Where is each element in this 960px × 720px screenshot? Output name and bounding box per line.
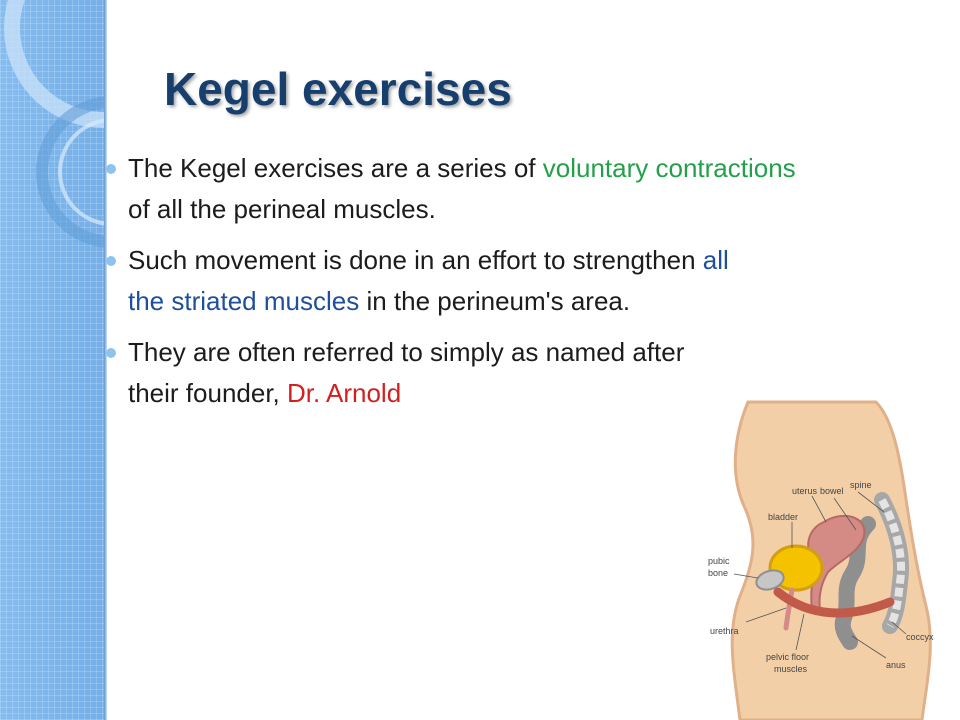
bullet-text-3: They are often referred to simply as named after their founder, Dr. Arnold — [128, 337, 685, 408]
label-uterus: uterus — [792, 486, 818, 496]
bullet-item-1 — [104, 148, 804, 230]
label-bowel: bowel — [820, 486, 844, 496]
bullet-text-1: The Kegel exercises are a series of voluntary contractions of all the perineal muscles. — [128, 153, 796, 224]
label-spine: spine — [850, 480, 872, 490]
label-coccyx: coccyx — [906, 632, 934, 642]
label-urethra: urethra — [710, 626, 739, 636]
bullet-item-3 — [104, 332, 804, 414]
decorative-circles — [0, 0, 106, 260]
label-muscles: muscles — [774, 664, 808, 674]
bullet-dot — [106, 256, 116, 266]
slide-title: Kegel exercises — [164, 63, 512, 115]
bullet-item-2 — [104, 240, 804, 322]
label-pubic: pubic — [708, 556, 730, 566]
highlight-dr-arnold: Dr. Arnold — [287, 378, 402, 408]
bullet-dot — [106, 348, 116, 358]
decorative-sidebar — [0, 0, 106, 720]
label-bladder: bladder — [768, 512, 799, 522]
bullet-list — [104, 148, 804, 424]
bullet-text-2: Such movement is done in an effort to strengthen all the striated muscles in the perineum's area. — [128, 245, 729, 316]
label-bone: bone — [708, 568, 729, 578]
bullet-dot — [106, 164, 116, 174]
highlight-voluntary-contractions: voluntary contractions — [542, 153, 796, 183]
highlight-striated-muscles: all the striated muscles — [128, 245, 729, 316]
label-pelvic-floor: pelvic floor — [766, 652, 810, 662]
pelvic-anatomy-diagram — [700, 396, 960, 720]
label-anus: anus — [886, 660, 906, 670]
